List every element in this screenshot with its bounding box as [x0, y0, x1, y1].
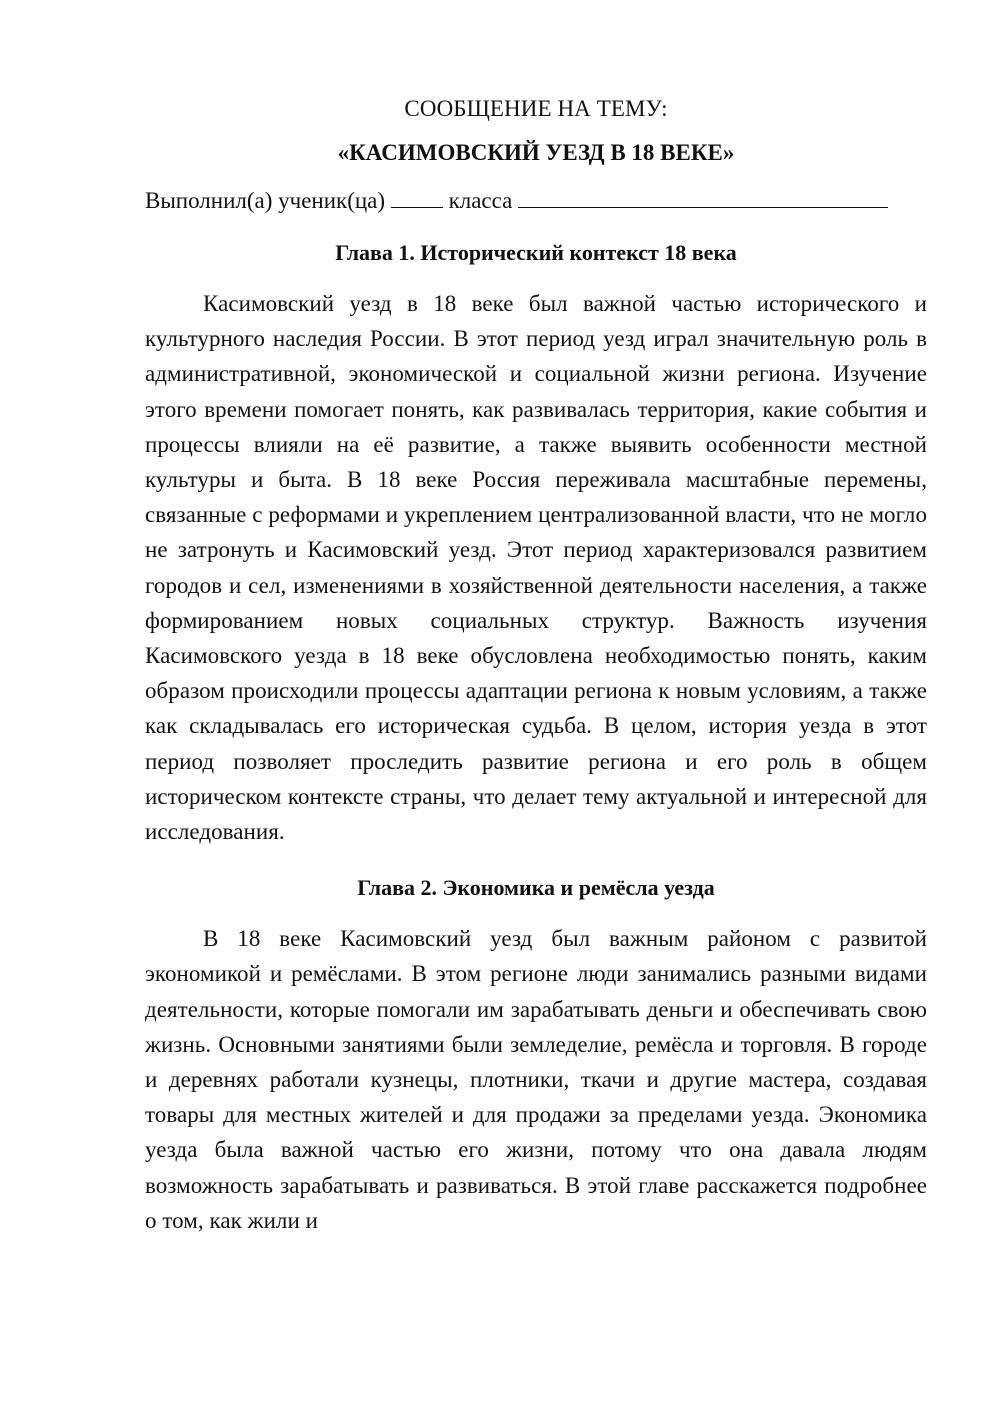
class-word: класса: [448, 188, 513, 213]
document-title-line1: СООБЩЕНИЕ НА ТЕМУ:: [404, 96, 668, 121]
chapter-1-paragraph: Касимовский уезд в 18 веке был важной частью исторического и культурного наследия России. В этот период уезд играл значительную роль в административной, экономической и социальной жизни региона. Изучение этого времени помогает понять, как развивалась территория, какие события и процессы влияли на её развитие, а также выявить особенности местной культуры и быта. В 18 веке Россия переживала масштабные перемены, связанные с реформами и укреплением централизованной власти, что не могло не затронуть и Касимовский уезд. Этот период характеризовался развитием городов и сел, изменениями в хозяйственной деятельности населения, а также формированием новых социальных структур. Важность изучения Касимовского уезда в 18 веке обусловлена необходимостью понять, каким образом происходили процессы адаптации региона к новым условиям, а также как складывалась его историческая судьба. В целом, история уезда в этот период позволяет проследить развитие региона и его роль в общем историческом контексте страны, что делает тему актуальной и интересной для исследования.: [145, 291, 927, 845]
chapter-2-heading: Глава 2. Экономика и ремёсла уезда: [357, 875, 715, 901]
author-line: [145, 186, 927, 216]
chapter-2-paragraph: В 18 веке Касимовский уезд был важным районом с развитой экономикой и ремёслами. В этом регионе люди занимались разными видами деятельности, которые помогали им зарабатывать деньги и обеспечивать свою жизнь. Основными занятиями были земледелие, ремёсла и торговля. В городе и деревнях работали кузнецы, плотники, ткачи и другие мастера, создавая товары для местных жителей и для продажи за пределами уезда. Экономика уезда была важной частью его жизни, потому что она давала людям возможность зарабатывать и развиваться. В этой главе расскажется подробнее о том, как жили и: [145, 926, 927, 1233]
document-title-line2: «КАСИМОВСКИЙ УЕЗД В 18 ВЕКЕ»: [337, 140, 735, 165]
name-blank-field: [518, 187, 888, 208]
chapter-1-heading: Глава 1. Исторический контекст 18 века: [335, 240, 737, 265]
author-prefix: Выполнил(а) ученик(ца): [145, 188, 386, 213]
class-blank-field: [391, 187, 443, 208]
